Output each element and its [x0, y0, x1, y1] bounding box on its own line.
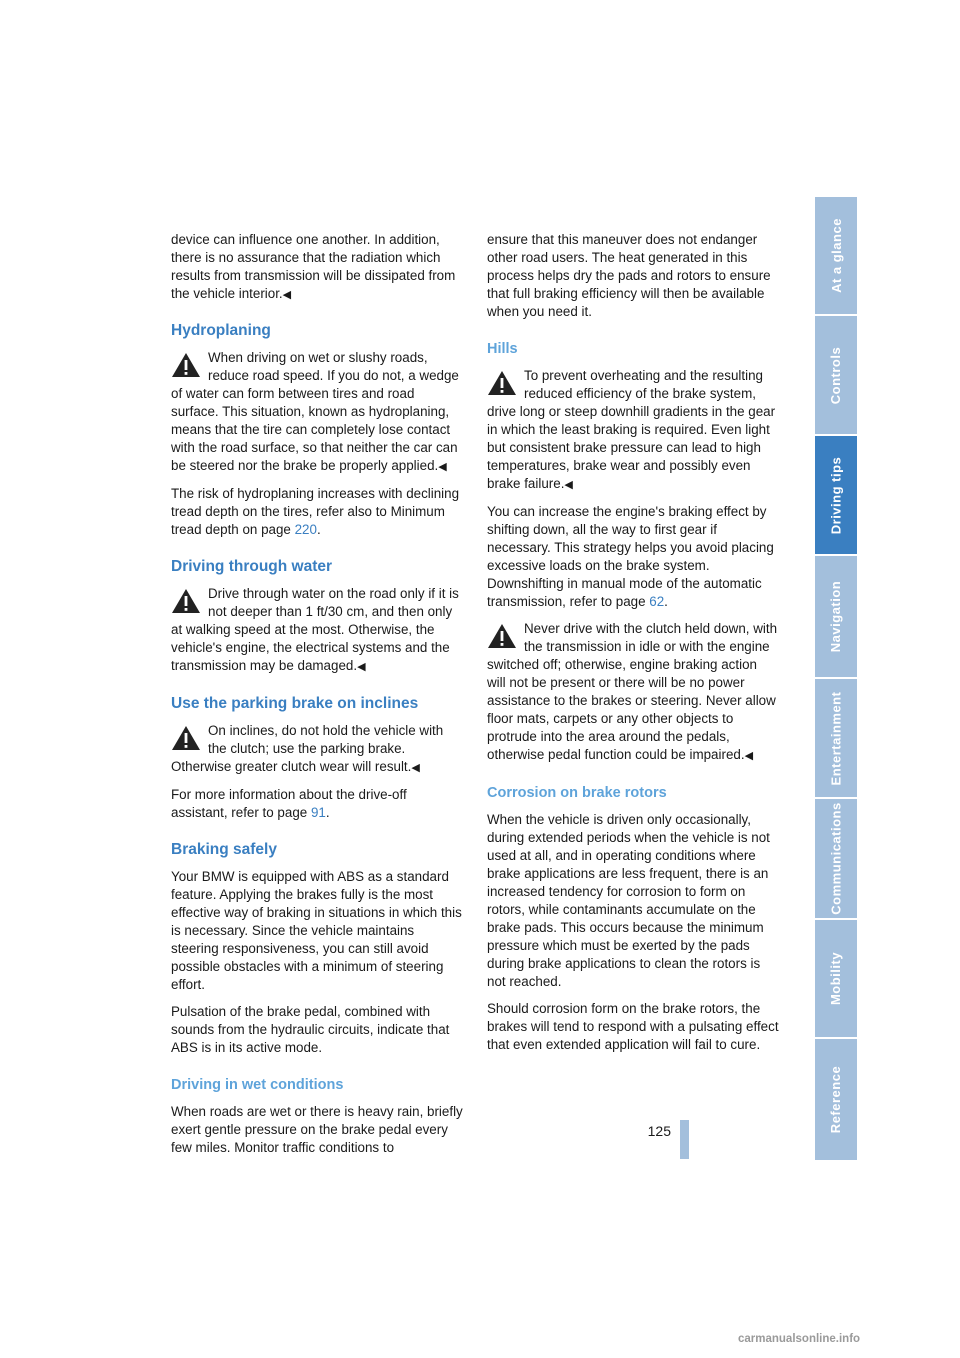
tab-at-a-glance[interactable]: At a glance	[815, 197, 857, 314]
heading-braking-safely: Braking safely	[171, 841, 277, 858]
page-link-220[interactable]: 220	[294, 522, 317, 537]
paragraph-corrosion-1: When the vehicle is driven only occasionally, during extended periods when the vehicle is not used at all, and in operating conditions where brake applications are less frequent, there is an increased tendency for corrosion to form on rotors, while contaminants accumulate on the brake pads. This occurs because the minimum pressure which must be exerted by the pads during brake applications to clean the rotors is not reached.	[487, 812, 770, 989]
warning-incline: On inclines, do not hold the vehicle with the clutch; use the parking brake. Otherwise greater clutch wear will result.◀	[171, 723, 444, 774]
paragraph-driveoff: For more information about the drive-off assistant, refer to page 91.	[171, 787, 407, 820]
heading-corrosion: Corrosion on brake rotors	[487, 785, 667, 801]
paragraph-corrosion-2: Should corrosion form on the brake rotors, the brakes will tend to respond with a pulsating effect that even extended application will fail to cure.	[487, 1001, 779, 1052]
warning-triangle-icon	[487, 623, 517, 649]
tab-communications[interactable]: Communications	[815, 799, 857, 918]
paragraph-risk: The risk of hydroplaning increases with declining tread depth on the tires, refer also to Minimum tread depth on page 220.	[171, 486, 460, 537]
paragraph-intro: device can influence one another. In addition, there is no assurance that the radiation which results from transmission will be dissipated from the vehicle interior.◀	[171, 232, 456, 301]
paragraph-abs: Your BMW is equipped with ABS as a standard feature. Applying the brakes fully is the most effective way of braking in situations in which this is necessary. Since the vehicle maintains steering responsiveness, you can still avoid possible obstacles with a minimum of steering effort.	[171, 869, 462, 992]
page-link-91[interactable]: 91	[310, 805, 326, 820]
end-mark: ◀	[282, 289, 292, 301]
heading-hills: Hills	[487, 341, 518, 357]
warning-hydroplaning: When driving on wet or slushy roads, reduce road speed. If you do not, a wedge of water can form between tires and road surface. This situation, known as hydroplaning, means that the tire can completely lose contact with the road surface, so that neither the car can be steered nor the brake be properly applied.◀	[171, 350, 459, 473]
warning-triangle-icon	[171, 725, 201, 751]
paragraph-wet: When roads are wet or there is heavy rain, briefly exert gentle pressure on the brake pedal every few miles. Monitor traffic conditions to	[171, 1104, 463, 1155]
heading-parking-brake-inclines: Use the parking brake on inclines	[171, 695, 419, 712]
page-number: 125	[647, 1123, 671, 1139]
warning-triangle-icon	[171, 352, 201, 378]
warning-water: Drive through water on the road only if it is not deeper than 1 ft/30 cm, and then only at walking speed at the most. Otherwise, the vehicle's engine, the electrical systems and the transmission may be damaged.◀	[171, 586, 459, 673]
heading-wet-conditions: Driving in wet conditions	[171, 1077, 344, 1093]
paragraph-continued: ensure that this maneuver does not endanger other road users. The heat generated in this process helps dry the pads and rotors to ensure that full braking efficiency will then be available when you need it.	[487, 232, 771, 319]
heading-driving-through-water: Driving through water	[171, 558, 333, 575]
right-column	[487, 231, 779, 1063]
warning-triangle-icon	[487, 370, 517, 396]
page-number-bar	[680, 1120, 689, 1159]
paragraph-engine-braking: You can increase the engine's braking effect by shifting down, all the way to first gear if necessary. This strategy helps you avoid placing excessive loads on the brake system. Downshifting in manual mode of the automatic transmission, refer to page 62.	[487, 504, 774, 609]
warning-hills: To prevent overheating and the resulting reduced efficiency of the brake system, drive long or steep downhill gradients in the gear in which the least braking is required. Even light but consistent brake pressure can lead to high temperatures, brake wear and possibly even brake failure.◀	[487, 368, 776, 491]
paragraph-pulsation: Pulsation of the brake pedal, combined with sounds from the hydraulic circuits, indicate that ABS is in its active mode.	[171, 1004, 450, 1055]
tab-driving-tips[interactable]: Driving tips	[815, 436, 857, 554]
section-tabs	[815, 197, 857, 1160]
warning-triangle-icon	[171, 588, 201, 614]
tab-entertainment[interactable]: Entertainment	[815, 679, 857, 797]
left-column	[171, 231, 463, 1166]
page-link-62[interactable]: 62	[649, 594, 665, 609]
warning-clutch: Never drive with the clutch held down, with the transmission in idle or with the engine switched off; otherwise, engine braking action will not be present or there will be no power assistance to the brakes or steering. Never allow floor mats, carpets or any other objects to protrude into the area around the pedals, otherwise pedal function could be impaired.◀	[487, 621, 778, 762]
tab-navigation[interactable]: Navigation	[815, 556, 857, 677]
heading-hydroplaning: Hydroplaning	[171, 322, 271, 339]
tab-controls[interactable]: Controls	[815, 316, 857, 434]
tab-reference[interactable]: Reference	[815, 1039, 857, 1160]
tab-mobility[interactable]: Mobility	[815, 920, 857, 1037]
watermark: carmanualsonline.info	[738, 1333, 861, 1345]
